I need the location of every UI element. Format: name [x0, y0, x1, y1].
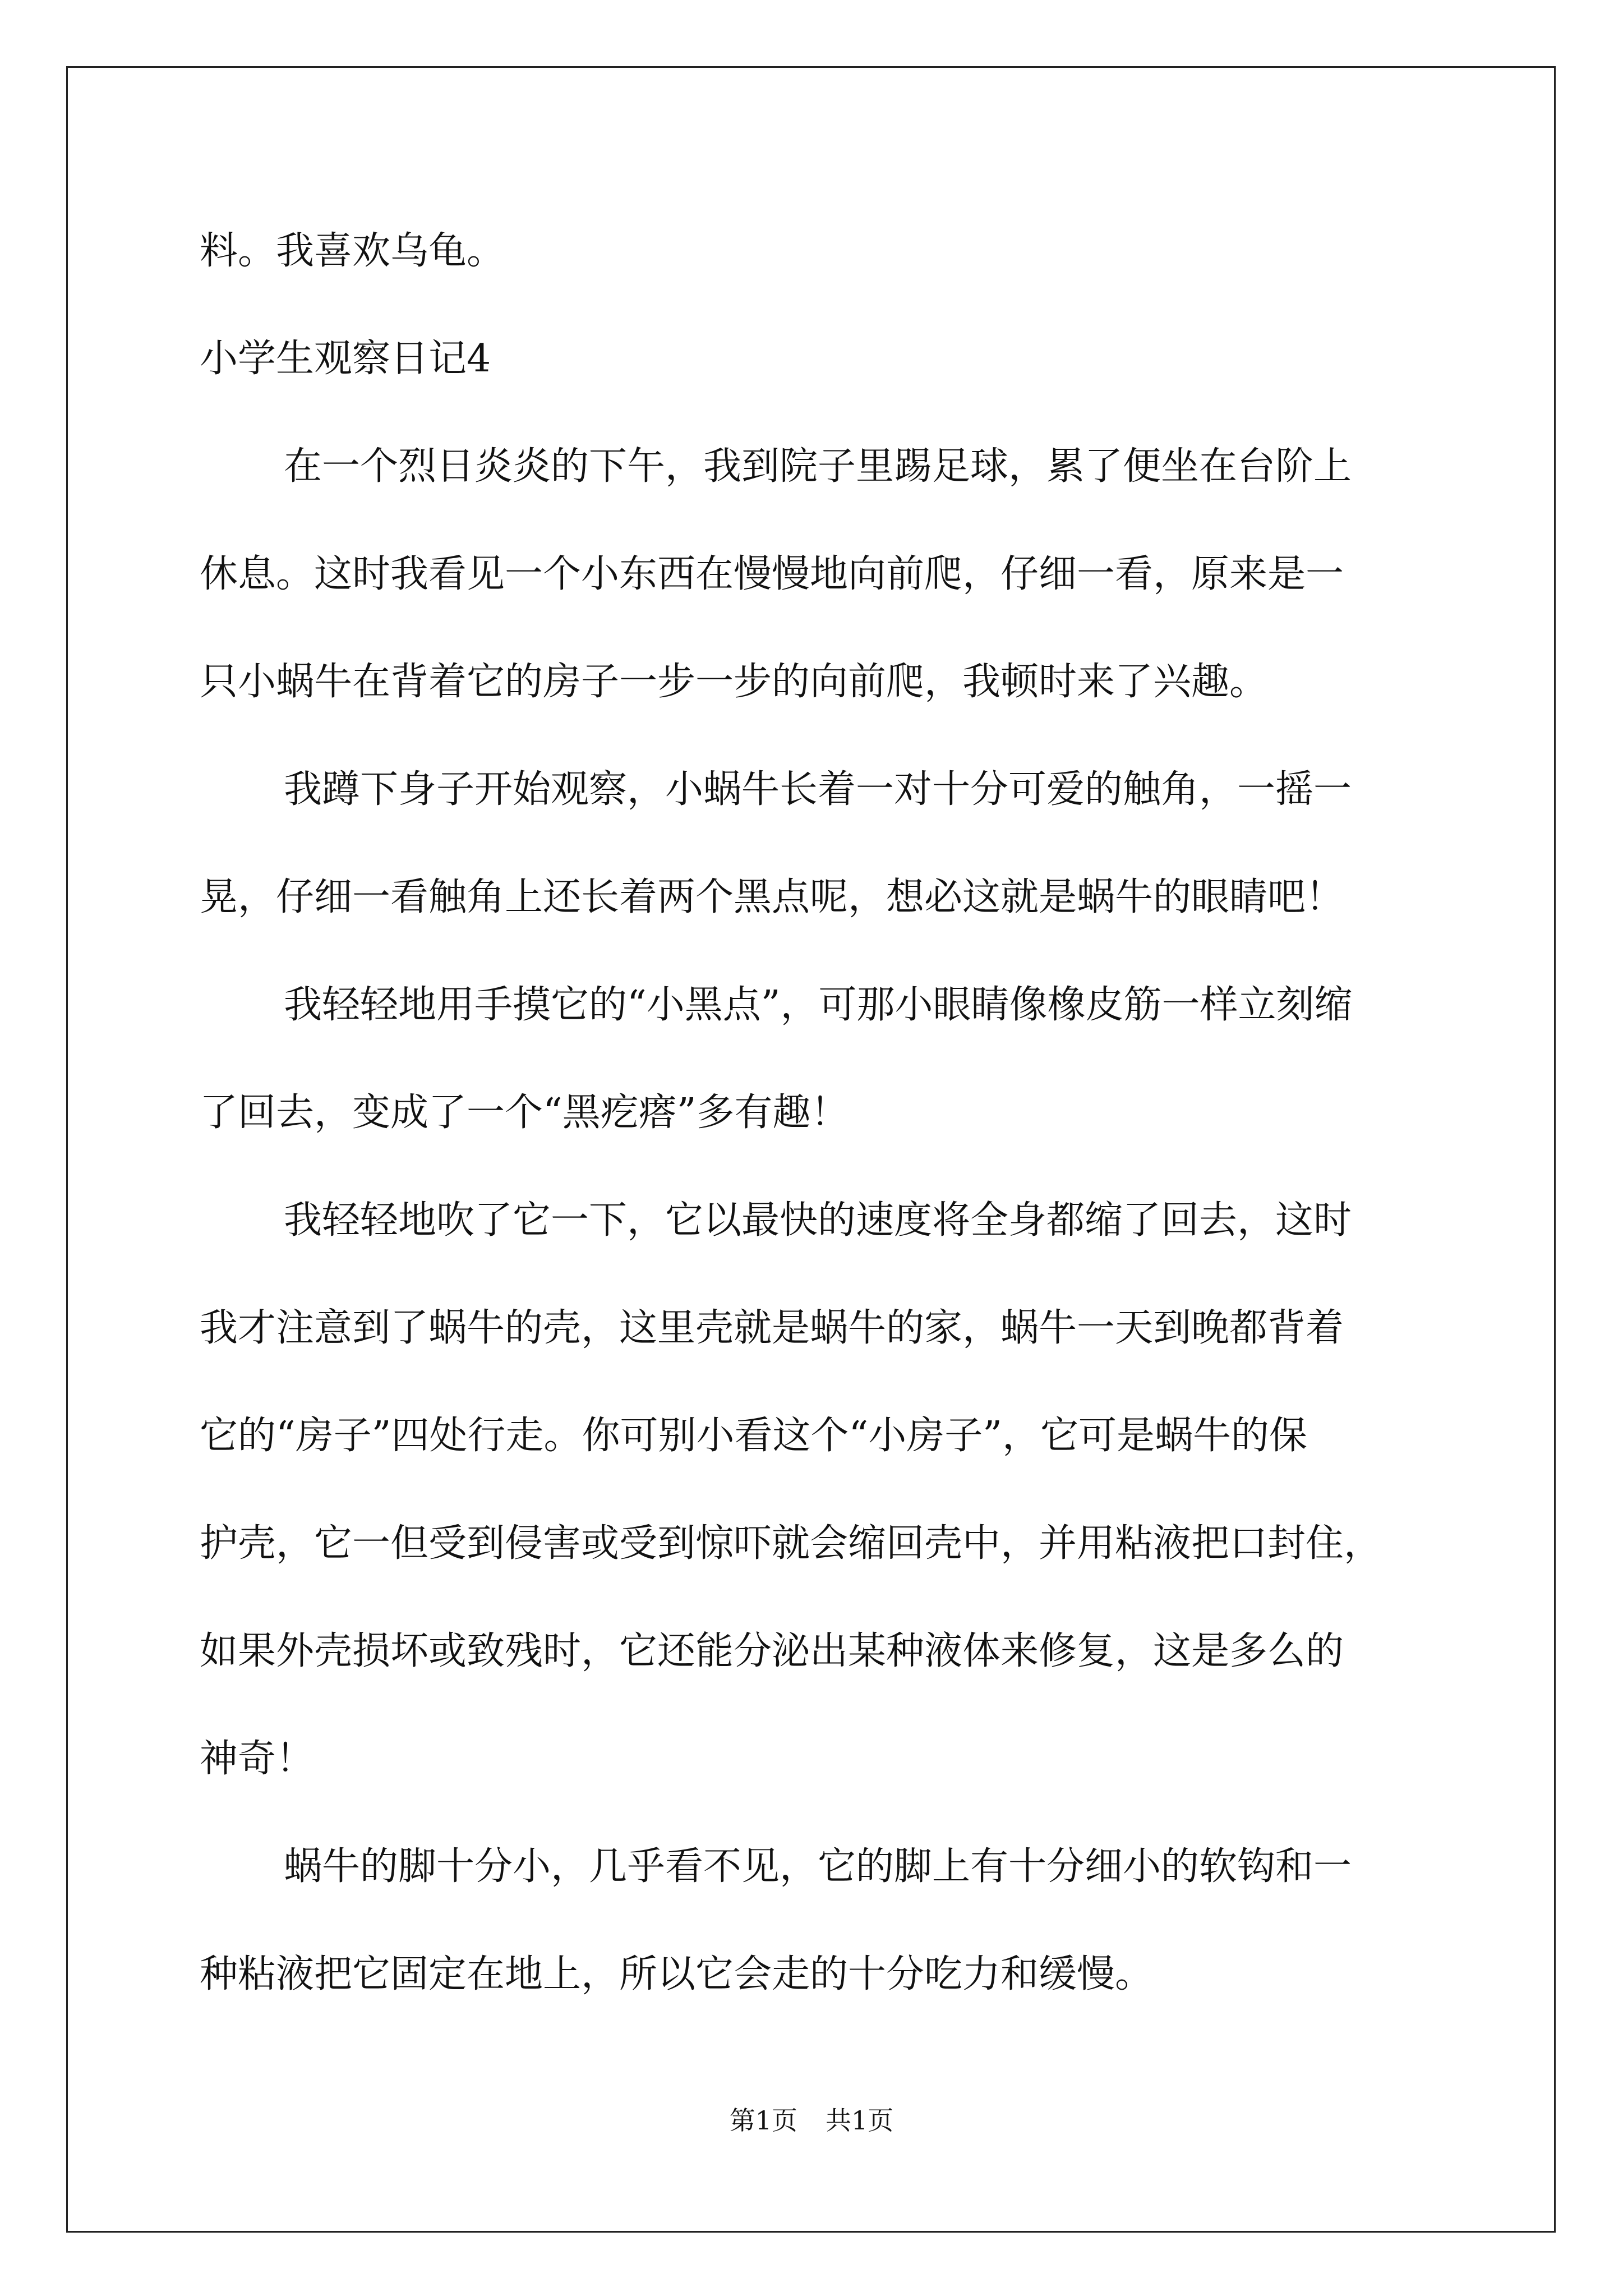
- paragraph-line: 如果外壳损坏或致残时，它还能分泌出某种液体来修复，这是多么的: [200, 1629, 1344, 1673]
- paragraph-3: [200, 978, 1456, 1140]
- paragraph-line: 我轻轻地吹了它一下，它以最快的速度将全身都缩了回去，这时: [284, 1198, 1352, 1243]
- paragraph-line: 种粘液把它固定在地上，所以它会走的十分吃力和缓慢。: [200, 1952, 1154, 1996]
- page-number: 第1页: [729, 2105, 797, 2136]
- paragraph-line: 休息。这时我看见一个小东西在慢慢地向前爬，仔细一看，原来是一: [200, 552, 1344, 596]
- paragraph-line: 蜗牛的脚十分小，几乎看不见，它的脚上有十分细小的软钩和一: [284, 1844, 1352, 1889]
- paragraph-line: 我轻轻地用手摸它的“小黑点”，可那小眼睛像橡皮筋一样立刻缩: [284, 983, 1353, 1027]
- paragraph-2: [200, 763, 1456, 924]
- paragraph-line: 它的“房子”四处行走。你可别小看这个“小房子”，它可是蜗牛的保: [200, 1414, 1308, 1458]
- paragraph-line: 神奇！: [200, 1737, 315, 1781]
- intro-line: 料。我喜欢乌龟。: [200, 229, 505, 273]
- paragraph-line: 护壳，它一但受到侵害或受到惊吓就会缩回壳中，并用粘液把口封住，: [200, 1521, 1382, 1566]
- page-footer: [0, 2104, 1623, 2137]
- page-total: 共1页: [826, 2105, 894, 2136]
- paragraph-line: 我才注意到了蜗牛的壳，这里壳就是蜗牛的家，蜗牛一天到晚都背着: [200, 1306, 1344, 1350]
- paragraph-line: 在一个烈日炎炎的下午，我到院子里踢足球，累了便坐在台阶上: [284, 444, 1352, 489]
- paragraph-4: [200, 1194, 1456, 1786]
- section-heading: 小学生观察日记4: [200, 337, 491, 381]
- paragraph-line: 晃，仔细一看触角上还长着两个黑点呢，想必这就是蜗牛的眼睛吧！: [200, 875, 1344, 919]
- paragraph-line: 了回去，变成了一个“黑疙瘩”多有趣！: [200, 1091, 849, 1135]
- paragraph-line: 我蹲下身子开始观察，小蜗牛长着一对十分可爱的触角，一摇一: [284, 767, 1352, 812]
- paragraph-line: 只小蜗牛在背着它的房子一步一步的向前爬，我顿时来了兴趣。: [200, 660, 1268, 704]
- paragraph-1: [200, 440, 1456, 709]
- document-body: [200, 224, 1456, 2001]
- paragraph-5: [200, 1840, 1456, 2001]
